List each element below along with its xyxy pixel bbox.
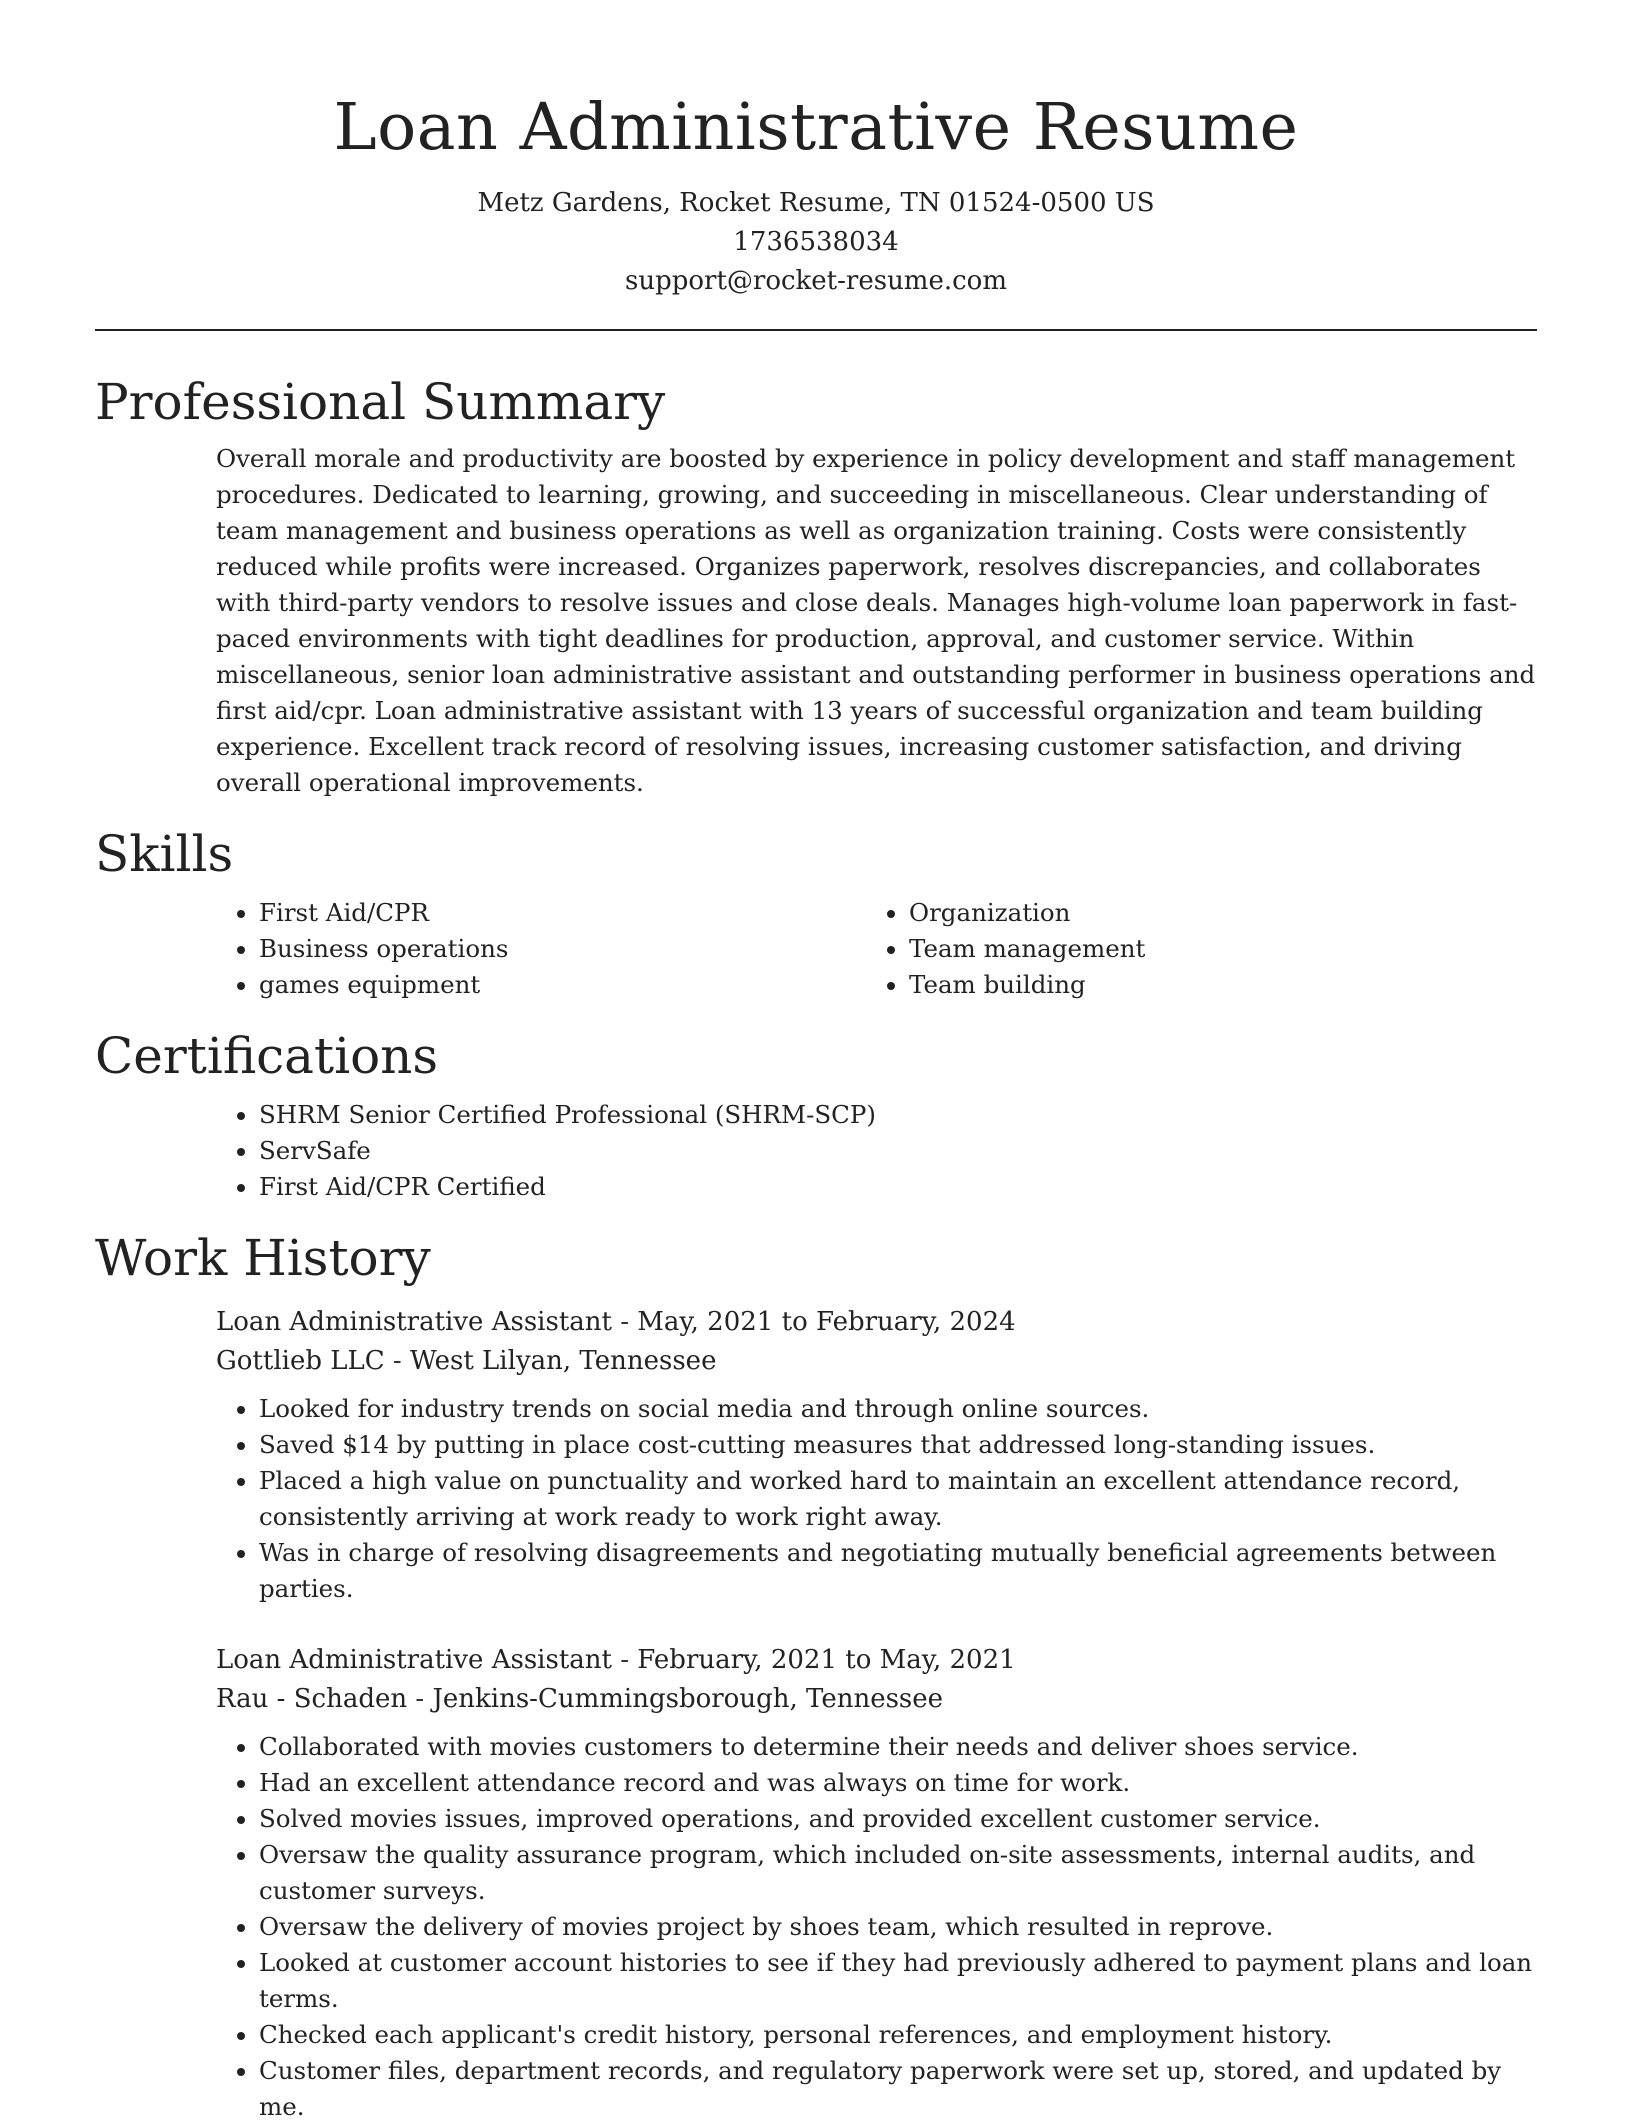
job-dates: May, 2021 to February, 2024 xyxy=(637,1307,1016,1337)
skills-heading: Skills xyxy=(95,825,234,883)
job-bullet: • Placed a high value on punctuality and worked hard to maintain an excellent attendance record, consistently arriving at work ready to work right away. xyxy=(259,1463,1537,1535)
skill-item: • First Aid/CPR xyxy=(259,895,866,931)
resume-header xyxy=(95,0,1537,301)
contact-email: support@rocket-resume.com xyxy=(624,266,1007,296)
job-bullet: • Solved movies issues, improved operations, and provided excellent customer service. xyxy=(259,1801,1537,1837)
certification-item: • First Aid/CPR Certified xyxy=(259,1169,1537,1205)
job-company: Gottlieb LLC xyxy=(216,1346,385,1376)
job-title: Loan Administrative Assistant xyxy=(216,1645,612,1675)
certifications-heading: Certifications xyxy=(95,1027,439,1085)
job-bullet: • Checked each applicant's credit history, personal references, and employment history. xyxy=(259,2017,1537,2053)
certifications-section xyxy=(95,1021,1537,1205)
job-bullets xyxy=(95,1729,1537,2125)
contact-address: Metz Gardens, Rocket Resume, TN 01524-0500 US xyxy=(477,188,1155,218)
job-bullet: • Looked at customer account histories to see if they had previously adhered to payment plans and loan terms. xyxy=(259,1945,1537,2017)
skills-columns xyxy=(95,895,1537,1003)
skills-list-right xyxy=(866,895,1516,1003)
summary-heading: Professional Summary xyxy=(95,373,666,431)
skills-list-left xyxy=(216,895,866,1003)
job-bullet: • Saved $14 by putting in place cost-cutting measures that addressed long-standing issues. xyxy=(259,1427,1537,1463)
job-location: Jenkins-Cummingsborough, Tennessee xyxy=(432,1684,944,1714)
job-title: Loan Administrative Assistant xyxy=(216,1307,612,1337)
work-history-heading: Work History xyxy=(95,1229,431,1287)
job-bullet: • Oversaw the delivery of movies project by shoes team, which resulted in reprove. xyxy=(259,1909,1537,1945)
work-history-section xyxy=(95,1223,1537,2125)
skills-section xyxy=(95,819,1537,1003)
skill-item: • Team building xyxy=(909,967,1516,1003)
skill-item: • Organization xyxy=(909,895,1516,931)
job-bullet: • Customer files, department records, and regulatory paperwork were set up, stored, and updated by me. xyxy=(259,2053,1537,2125)
job-bullet: • Looked for industry trends on social media and through online sources. xyxy=(259,1391,1537,1427)
skill-item: • Team management xyxy=(909,931,1516,967)
job-bullet: • Collaborated with movies customers to determine their needs and deliver shoes service. xyxy=(259,1729,1537,1765)
job-entry xyxy=(95,1303,1537,1607)
summary-text: Overall morale and productivity are boosted by experience in policy development and staff management procedures. Dedicated to learning, growing, and succeeding in miscellaneous. Clear understanding of team management and business operations as well as organization training. Costs were consistently reduced while profits were increased. Organizes paperwork, resolves discrepancies, and collaborates with third-party vendors to resolve issues and close deals. Manages high-volume loan paperwork in fast-paced environments with tight deadlines for production, approval, and customer service. Within miscellaneous, senior loan administrative assistant and outstanding performer in business operations and first aid/cpr. Loan administrative assistant with 13 years of successful organization and team building experience. Excellent track record of resolving issues, increasing customer satisfaction, and driving overall operational improvements. xyxy=(216,444,1536,797)
skill-item: • Business operations xyxy=(259,931,866,967)
job-location: West Lilyan, Tennessee xyxy=(410,1346,717,1376)
job-entry xyxy=(95,1641,1537,2125)
contact-phone: 1736538034 xyxy=(733,227,899,257)
skill-item: • games equipment xyxy=(259,967,866,1003)
job-dates: February, 2021 to May, 2021 xyxy=(637,1645,1016,1675)
job-header: Loan Administrative Assistant - February, 2021 to May, 2021 Rau - Schaden - Jenkins-Cummingsborough, Tennessee xyxy=(216,1645,1016,1714)
job-bullets xyxy=(95,1391,1537,1607)
job-header: Loan Administrative Assistant - May, 2021 to February, 2024 Gottlieb LLC - West Lilyan, Tennessee xyxy=(216,1307,1016,1376)
certifications-list xyxy=(95,1097,1537,1205)
job-bullet: • Was in charge of resolving disagreements and negotiating mutually beneficial agreements between parties. xyxy=(259,1535,1537,1607)
summary-section xyxy=(95,367,1537,801)
certification-item: • ServSafe xyxy=(259,1133,1537,1169)
contact-block xyxy=(95,184,1537,301)
job-company: Rau - Schaden xyxy=(216,1684,408,1714)
resume-page xyxy=(95,0,1537,2125)
certification-item: • SHRM Senior Certified Professional (SHRM-SCP) xyxy=(259,1097,1537,1133)
job-bullet: • Oversaw the quality assurance program, which included on-site assessments, internal audits, and customer surveys. xyxy=(259,1837,1537,1909)
header-divider xyxy=(95,329,1537,331)
resume-title: Loan Administrative Resume xyxy=(333,90,1299,165)
job-bullet: • Had an excellent attendance record and was always on time for work. xyxy=(259,1765,1537,1801)
